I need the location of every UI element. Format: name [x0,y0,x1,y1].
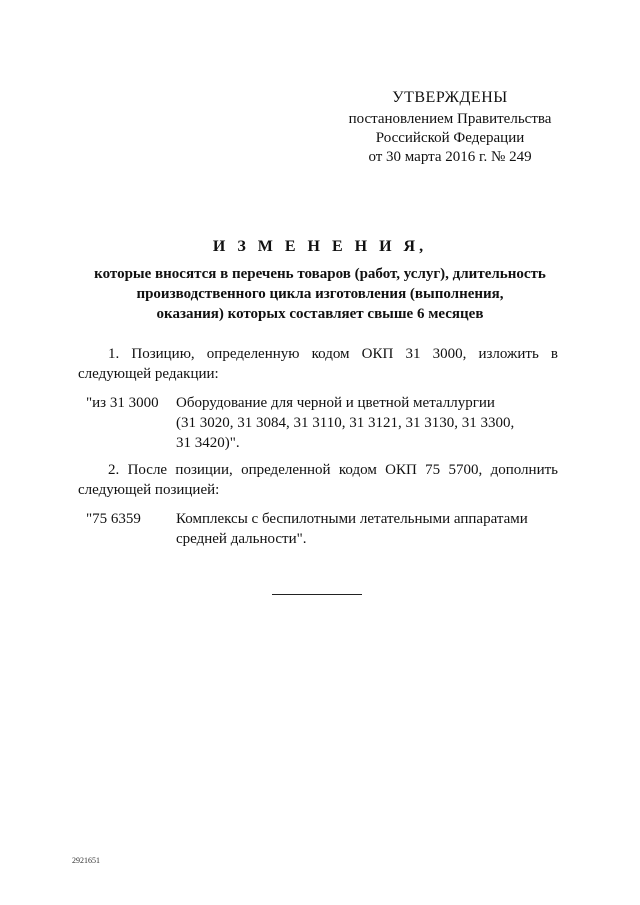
document-heading: И З М Е Н Е Н И Я, [212,238,428,255]
approval-block [330,88,570,167]
subheading-line-3: оказания) которых составляет свыше 6 месяцев [156,306,484,322]
document-id: 2921651 [72,856,100,865]
item-2-entry-code: "75 6359 [86,511,141,527]
item-1-entry-code: "из 31 3000 [86,395,159,411]
item-2-desc-line-1: Комплексы с беспилотными летательными аппаратами [176,511,528,527]
item-2-paragraph [78,460,558,500]
approval-title: УТВЕРЖДЕНЫ [392,89,508,106]
item-1-desc-line-1: Оборудование для черной и цветной металлургии [176,395,495,411]
item-2-desc-line-2: средней дальности". [176,531,307,547]
document-subheading [60,264,580,324]
approval-line-2: Российской Федерации [375,130,525,146]
subheading-line-1: которые вносятся в перечень товаров (работ, услуг), длительность [94,266,546,282]
item-1-desc-line-2: (31 3020, 31 3084, 31 3110, 31 3121, 31 3130, 31 3300, [176,415,515,431]
item-1-paragraph-line-2: следующей редакции: [78,366,219,382]
item-1-desc-line-3: 31 3420)". [176,435,240,451]
item-2-entry-description [176,509,556,549]
item-1-paragraph-line-1: 1. Позицию, определенную кодом ОКП 31 3000, изложить в [108,346,558,362]
item-1-entry-description [176,393,556,453]
subheading-line-2: производственного цикла изготовления (выполнения, [136,286,504,302]
closing-divider [272,594,362,595]
item-2-paragraph-line-2: следующей позицией: [78,482,220,498]
item-1-paragraph [78,344,558,384]
approval-line-3: от 30 марта 2016 г. № 249 [368,149,532,165]
approval-line-1: постановлением Правительства [348,111,552,127]
item-2-paragraph-line-1: 2. После позиции, определенной кодом ОКП 75 5700, дополнить [108,462,558,478]
